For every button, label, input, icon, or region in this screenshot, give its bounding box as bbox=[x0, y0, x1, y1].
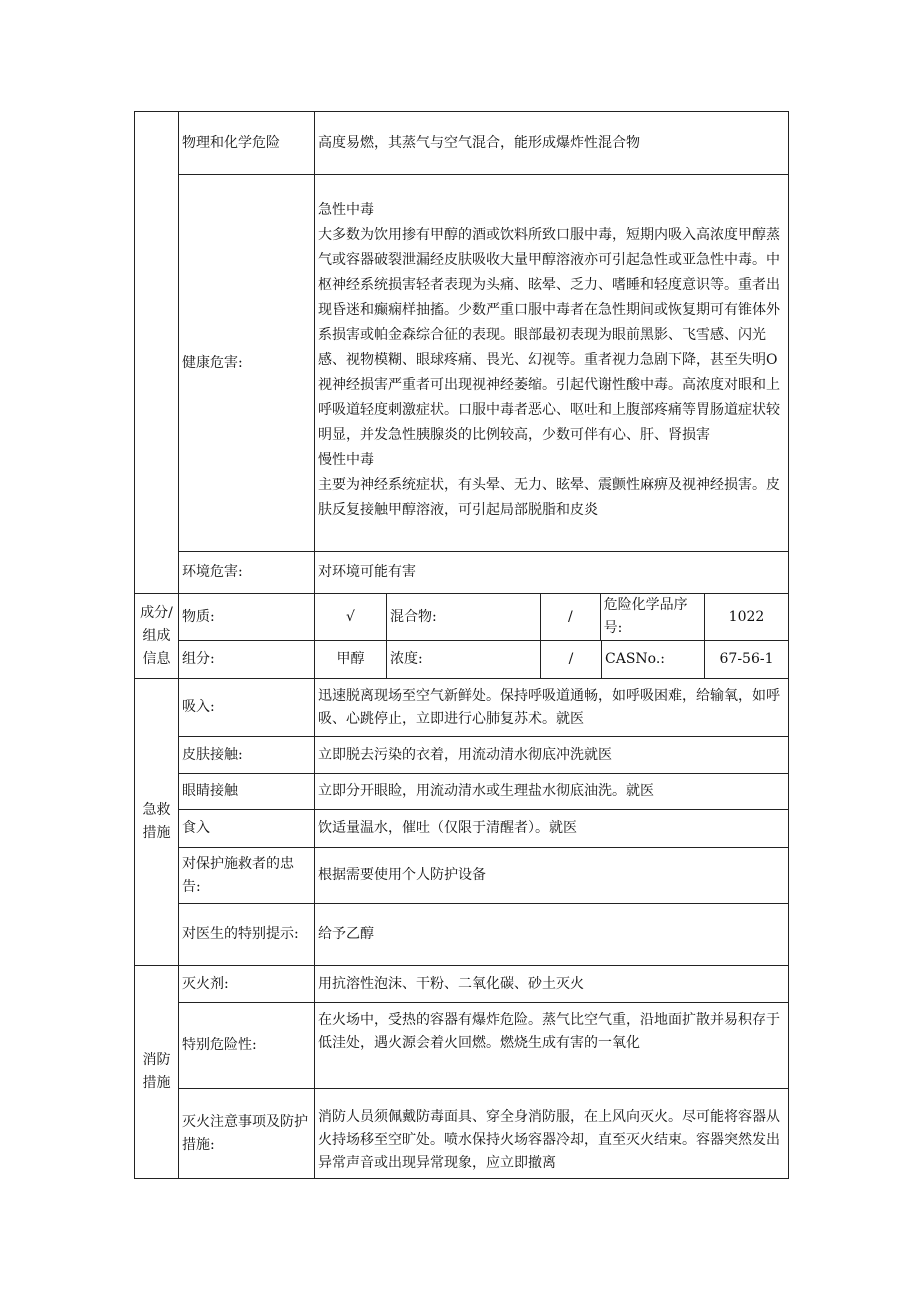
first-aid-value: 给予乙醇 bbox=[315, 904, 789, 966]
fire-value: 在火场中，受热的容器有爆炸危险。蒸气比空气重，沿地面扩散并易积存于低洼处，遇火源会着火回燃。燃烧生成有害的一氧化 bbox=[315, 1003, 789, 1089]
environment-label: 环境危害: bbox=[179, 552, 315, 594]
fire-section-title: 消防措施 bbox=[135, 966, 179, 1179]
chronic-text: 主要为神经系统症状，有头晕、无力、眩晕、震颤性麻痹及视神经损害。皮肤反复接触甲醇溶液，可引起局部脱脂和皮炎 bbox=[318, 476, 780, 518]
cas-value: 67-56-1 bbox=[705, 641, 789, 679]
first-aid-row bbox=[135, 810, 789, 848]
component-label: 组分: bbox=[179, 641, 315, 679]
first-aid-row bbox=[135, 737, 789, 774]
mixture-value: / bbox=[567, 608, 573, 625]
environment-value: 对环境可能有害 bbox=[315, 552, 789, 594]
fire-value: 用抗溶性泡沫、干粉、二氧化碳、砂土灭火 bbox=[315, 966, 789, 1003]
conc-value: / bbox=[568, 651, 574, 667]
hazard-section-cell bbox=[135, 112, 179, 594]
composition-row-2 bbox=[135, 641, 789, 679]
acute-text: 大多数为饮用掺有甲醇的酒或饮料所致口服中毒，短期内吸入高浓度甲醇蒸气或容器破裂泄漏经皮肤吸收大量甲醇溶液亦可引起急性或亚急性中毒。中枢神经系统损害轻者表现为头痛、眩晕、乏力、嗜睡和轻度意识等。重者出现昏迷和癫痫样抽搐。少数严重口服中毒者在急性期间或恢复期可有锥体外系损害或帕金森综合征的表现。眼部最初表现为眼前黑影、飞雪感、闪光感、视物模糊、眼球疼痛、畏光、幻视等。重者视力急剧下降，甚至失明O视神经损害严重者可出现视神经萎缩。引起代谢性酸中毒。高浓度对眼和上呼吸道轻度刺激症状。口服中毒者恶心、呕吐和上腹部疼痛等胃肠道症状较明显，并发急性胰腺炎的比例较高，少数可伴有心、肝、肾损害 bbox=[318, 226, 780, 443]
fire-row bbox=[135, 966, 789, 1003]
acute-title: 急性中毒 bbox=[318, 201, 374, 218]
physchem-label: 物理和化学危险 bbox=[179, 112, 315, 175]
first-aid-value: 饮适量温水，催吐（仅限于清醒者）。就医 bbox=[315, 810, 789, 848]
fire-row bbox=[135, 1003, 789, 1089]
substance-label: 物质: bbox=[182, 608, 215, 625]
first-aid-label: 眼睛接触 bbox=[179, 774, 315, 810]
catalog-value: 1022 bbox=[705, 594, 789, 641]
fire-label: 特别危险性: bbox=[179, 1003, 315, 1089]
first-aid-label: 食入 bbox=[179, 810, 315, 848]
component-value: 甲醇 bbox=[315, 641, 387, 679]
first-aid-value: 立即脱去污染的衣着，用流动清水彻底冲洗就医 bbox=[315, 737, 789, 774]
physchem-row bbox=[135, 112, 789, 175]
first-aid-row bbox=[135, 904, 789, 966]
substance-cell bbox=[179, 594, 315, 641]
first-aid-row bbox=[135, 774, 789, 810]
first-aid-row bbox=[135, 848, 789, 904]
first-aid-label: 吸入: bbox=[179, 679, 315, 737]
environment-row bbox=[135, 552, 789, 594]
chronic-title: 慢性中毒 bbox=[318, 451, 374, 468]
first-aid-label: 对医生的特别提示: bbox=[179, 904, 315, 966]
first-aid-section-title: 急救措施 bbox=[135, 679, 179, 966]
mixture-label: 混合物: bbox=[387, 594, 541, 641]
first-aid-row bbox=[135, 679, 789, 737]
conc-label: 浓度: bbox=[387, 641, 541, 679]
cas-label: CASNo.: bbox=[605, 651, 666, 667]
fire-label: 灭火注意事项及防护措施: bbox=[179, 1089, 315, 1179]
first-aid-value: 立即分开眼睑，用流动清水或生理盐水彻底油洗。就医 bbox=[315, 774, 789, 810]
first-aid-value: 根据需要使用个人防护设备 bbox=[315, 848, 789, 904]
first-aid-label: 对保护施救者的忠告: bbox=[179, 848, 315, 904]
health-row bbox=[135, 175, 789, 552]
physchem-value: 高度易燃，其蒸气与空气混合，能形成爆炸性混合物 bbox=[315, 112, 789, 175]
mixture-value-cell bbox=[541, 594, 705, 641]
first-aid-value: 迅速脱离现场至空气新鲜处。保持呼吸道通畅，如呼吸困难，给输氧，如呼吸、心跳停止，立即进行心肺复苏术。就医 bbox=[315, 679, 789, 737]
catalog-label: 危险化学品序号: bbox=[603, 597, 688, 636]
fire-label: 灭火剂: bbox=[179, 966, 315, 1003]
fire-value: 消防人员须佩戴防毒面具、穿全身消防服，在上风向灭火。尽可能将容器从火持场移至空旷处。喷水保持火场容器冷却，直至灭火结束。容器突然发出异常声音或出现异常现象，应立即撤离 bbox=[315, 1089, 789, 1179]
safety-data-table bbox=[134, 111, 789, 1179]
composition-row-1 bbox=[135, 594, 789, 641]
composition-section-title: 成分/组成信息 bbox=[135, 594, 179, 679]
first-aid-label: 皮肤接触: bbox=[179, 737, 315, 774]
conc-value-cell bbox=[541, 641, 705, 679]
substance-value: √ bbox=[315, 594, 387, 641]
health-label: 健康危害: bbox=[179, 175, 315, 552]
fire-row bbox=[135, 1089, 789, 1179]
health-value bbox=[315, 175, 789, 552]
